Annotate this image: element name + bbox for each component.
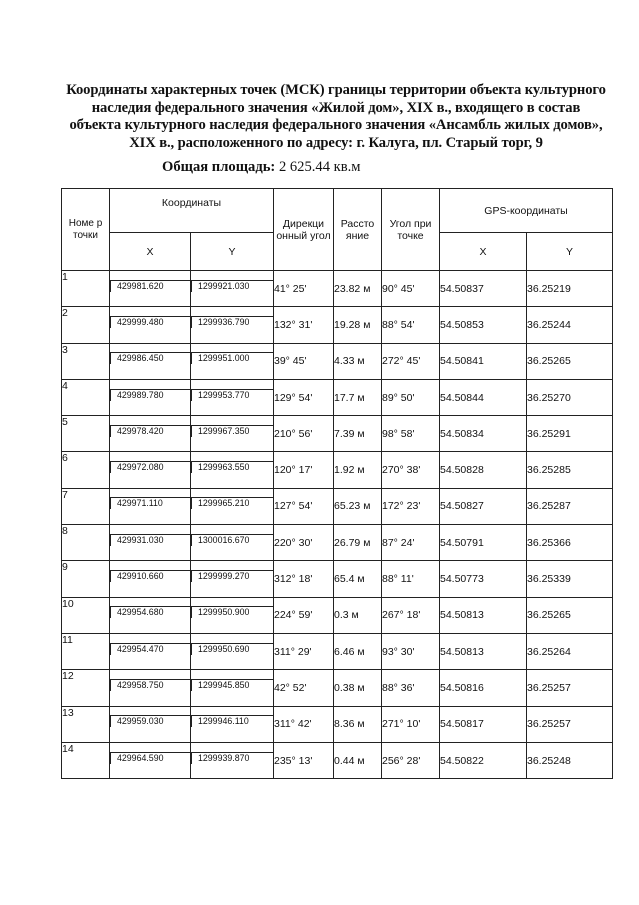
coord-x-cell	[110, 597, 191, 633]
point-number: 7	[62, 488, 110, 524]
gps-y: 36.25265	[527, 597, 613, 633]
header-gps-x: X	[440, 233, 527, 271]
document-title: Координаты характерных точек (МСК) границы территории объекта культурного наследия федерального значения «Жилой дом», XIX в., входящего в состав объекта культурного наследия федерального значения «Ансамбль жилых домов», XIX в., расположенного по адресу: г. Калуга, пл. Старый торг, 9	[66, 82, 606, 151]
coord-y-cell	[191, 561, 274, 597]
direction-angle: 220° 30'	[274, 525, 334, 561]
coord-y: 1299921.030	[191, 280, 273, 292]
coord-x-cell	[110, 525, 191, 561]
direction-angle: 132° 31'	[274, 307, 334, 343]
direction-angle: 39° 45'	[274, 343, 334, 379]
coordinates-table	[61, 188, 613, 779]
direction-angle: 312° 18'	[274, 561, 334, 597]
table-row	[62, 597, 613, 633]
coord-y-cell	[191, 452, 274, 488]
gps-x: 54.50837	[440, 271, 527, 307]
point-number: 12	[62, 670, 110, 706]
gps-x: 54.50791	[440, 525, 527, 561]
point-number: 4	[62, 379, 110, 415]
direction-angle: 127° 54'	[274, 488, 334, 524]
gps-y: 36.25339	[527, 561, 613, 597]
table-row	[62, 343, 613, 379]
coord-x: 429910.660	[110, 570, 190, 582]
direction-angle: 129° 54'	[274, 379, 334, 415]
gps-x: 54.50828	[440, 452, 527, 488]
coord-y-cell	[191, 416, 274, 452]
distance: 1.92 м	[334, 452, 382, 488]
coord-y: 1299963.550	[191, 461, 273, 473]
distance: 8.36 м	[334, 706, 382, 742]
direction-angle: 311° 42'	[274, 706, 334, 742]
coord-y-cell	[191, 343, 274, 379]
coord-y-cell	[191, 307, 274, 343]
coord-y: 1299939.870	[191, 752, 273, 764]
point-number: 5	[62, 416, 110, 452]
coord-y: 1299967.350	[191, 425, 273, 437]
coord-y-cell	[191, 271, 274, 307]
point-number: 8	[62, 525, 110, 561]
coord-x-cell	[110, 670, 191, 706]
table-row	[62, 307, 613, 343]
header-gps-y: Y	[527, 233, 613, 271]
table-row	[62, 488, 613, 524]
angle-at-point: 87° 24'	[382, 525, 440, 561]
coord-x-cell	[110, 452, 191, 488]
angle-at-point: 270° 38'	[382, 452, 440, 488]
coord-y-cell	[191, 742, 274, 778]
direction-angle: 235° 13'	[274, 742, 334, 778]
gps-y: 36.25291	[527, 416, 613, 452]
point-number: 1	[62, 271, 110, 307]
point-number: 10	[62, 597, 110, 633]
distance: 65.23 м	[334, 488, 382, 524]
gps-y: 36.25366	[527, 525, 613, 561]
direction-angle: 311° 29'	[274, 633, 334, 669]
coord-x: 429978.420	[110, 425, 190, 437]
angle-at-point: 88° 36'	[382, 670, 440, 706]
coord-x: 429958.750	[110, 679, 190, 691]
direction-angle: 120° 17'	[274, 452, 334, 488]
table-body	[62, 271, 613, 779]
gps-y: 36.25285	[527, 452, 613, 488]
gps-y: 36.25264	[527, 633, 613, 669]
coord-x: 429931.030	[110, 534, 190, 546]
coord-x: 429954.470	[110, 643, 190, 655]
header-distance: Рассто яние	[334, 189, 382, 271]
distance: 7.39 м	[334, 416, 382, 452]
angle-at-point: 272° 45'	[382, 343, 440, 379]
coord-x: 429986.450	[110, 352, 190, 364]
coord-y: 1299936.790	[191, 316, 273, 328]
distance: 65.4 м	[334, 561, 382, 597]
total-area	[162, 159, 361, 176]
table-row	[62, 379, 613, 415]
header-gps: GPS-координаты	[440, 189, 613, 233]
table-row	[62, 525, 613, 561]
coord-x: 429954.680	[110, 606, 190, 618]
gps-x: 54.50827	[440, 488, 527, 524]
angle-at-point: 172° 23'	[382, 488, 440, 524]
coord-x: 429999.480	[110, 316, 190, 328]
point-number: 14	[62, 742, 110, 778]
coord-x: 429971.110	[110, 497, 190, 509]
direction-angle: 210° 56'	[274, 416, 334, 452]
gps-y: 36.25257	[527, 670, 613, 706]
direction-angle: 224° 59'	[274, 597, 334, 633]
coord-y: 1299999.270	[191, 570, 273, 582]
distance: 4.33 м	[334, 343, 382, 379]
distance: 0.38 м	[334, 670, 382, 706]
angle-at-point: 271° 10'	[382, 706, 440, 742]
distance: 26.79 м	[334, 525, 382, 561]
angle-at-point: 98° 58'	[382, 416, 440, 452]
gps-x: 54.50853	[440, 307, 527, 343]
coord-y: 1299950.690	[191, 643, 273, 655]
gps-y: 36.25248	[527, 742, 613, 778]
table-row	[62, 670, 613, 706]
gps-x: 54.50834	[440, 416, 527, 452]
point-number: 13	[62, 706, 110, 742]
table-row	[62, 416, 613, 452]
coord-y-cell	[191, 706, 274, 742]
distance: 0.3 м	[334, 597, 382, 633]
coord-y: 1299953.770	[191, 389, 273, 401]
distance: 6.46 м	[334, 633, 382, 669]
angle-at-point: 256° 28'	[382, 742, 440, 778]
coord-x-cell	[110, 379, 191, 415]
direction-angle: 41° 25'	[274, 271, 334, 307]
header-direction-angle: Дирекци онный угол	[274, 189, 334, 271]
table-row	[62, 742, 613, 778]
coord-x: 429981.620	[110, 280, 190, 292]
angle-at-point: 89° 50'	[382, 379, 440, 415]
gps-y: 36.25257	[527, 706, 613, 742]
coord-y: 1299951.000	[191, 352, 273, 364]
gps-x: 54.50841	[440, 343, 527, 379]
coord-x: 429959.030	[110, 715, 190, 727]
coord-x-cell	[110, 633, 191, 669]
coord-y: 1299950.900	[191, 606, 273, 618]
gps-x: 54.50822	[440, 742, 527, 778]
coord-x-cell	[110, 307, 191, 343]
gps-x: 54.50813	[440, 597, 527, 633]
distance: 0.44 м	[334, 742, 382, 778]
coord-x-cell	[110, 561, 191, 597]
point-number: 2	[62, 307, 110, 343]
coord-y: 1300016.670	[191, 534, 273, 546]
gps-x: 54.50817	[440, 706, 527, 742]
table-row	[62, 633, 613, 669]
table-row	[62, 271, 613, 307]
gps-y: 36.25244	[527, 307, 613, 343]
header-point-number: Номе р точки	[62, 189, 110, 271]
header-coordinates: Координаты	[110, 189, 274, 233]
coord-x-cell	[110, 742, 191, 778]
point-number: 3	[62, 343, 110, 379]
direction-angle: 42° 52'	[274, 670, 334, 706]
header-angle-at-point: Угол при точке	[382, 189, 440, 271]
coord-x: 429964.590	[110, 752, 190, 764]
total-area-label: Общая площадь:	[162, 159, 276, 175]
point-number: 9	[62, 561, 110, 597]
gps-x: 54.50844	[440, 379, 527, 415]
coord-x-cell	[110, 488, 191, 524]
table-row	[62, 452, 613, 488]
coord-y-cell	[191, 488, 274, 524]
angle-at-point: 88° 11'	[382, 561, 440, 597]
gps-y: 36.25219	[527, 271, 613, 307]
table-row	[62, 561, 613, 597]
angle-at-point: 93° 30'	[382, 633, 440, 669]
coord-y: 1299945.850	[191, 679, 273, 691]
header-y: Y	[191, 233, 274, 271]
gps-x: 54.50813	[440, 633, 527, 669]
coord-x-cell	[110, 343, 191, 379]
coord-y: 1299946.110	[191, 715, 273, 727]
coord-x-cell	[110, 271, 191, 307]
distance: 23.82 м	[334, 271, 382, 307]
distance: 19.28 м	[334, 307, 382, 343]
coord-x-cell	[110, 416, 191, 452]
coord-y-cell	[191, 633, 274, 669]
header-x: X	[110, 233, 191, 271]
coord-y-cell	[191, 525, 274, 561]
gps-x: 54.50816	[440, 670, 527, 706]
coord-y: 1299965.210	[191, 497, 273, 509]
distance: 17.7 м	[334, 379, 382, 415]
coord-x-cell	[110, 706, 191, 742]
coord-y-cell	[191, 670, 274, 706]
coord-x: 429972.080	[110, 461, 190, 473]
table-row	[62, 706, 613, 742]
gps-y: 36.25270	[527, 379, 613, 415]
angle-at-point: 90° 45'	[382, 271, 440, 307]
point-number: 6	[62, 452, 110, 488]
total-area-value: 2 625.44 кв.м	[278, 159, 361, 175]
angle-at-point: 267° 18'	[382, 597, 440, 633]
gps-y: 36.25287	[527, 488, 613, 524]
gps-x: 54.50773	[440, 561, 527, 597]
coord-y-cell	[191, 379, 274, 415]
coord-y-cell	[191, 597, 274, 633]
angle-at-point: 88° 54'	[382, 307, 440, 343]
point-number: 11	[62, 633, 110, 669]
gps-y: 36.25265	[527, 343, 613, 379]
coord-x: 429989.780	[110, 389, 190, 401]
